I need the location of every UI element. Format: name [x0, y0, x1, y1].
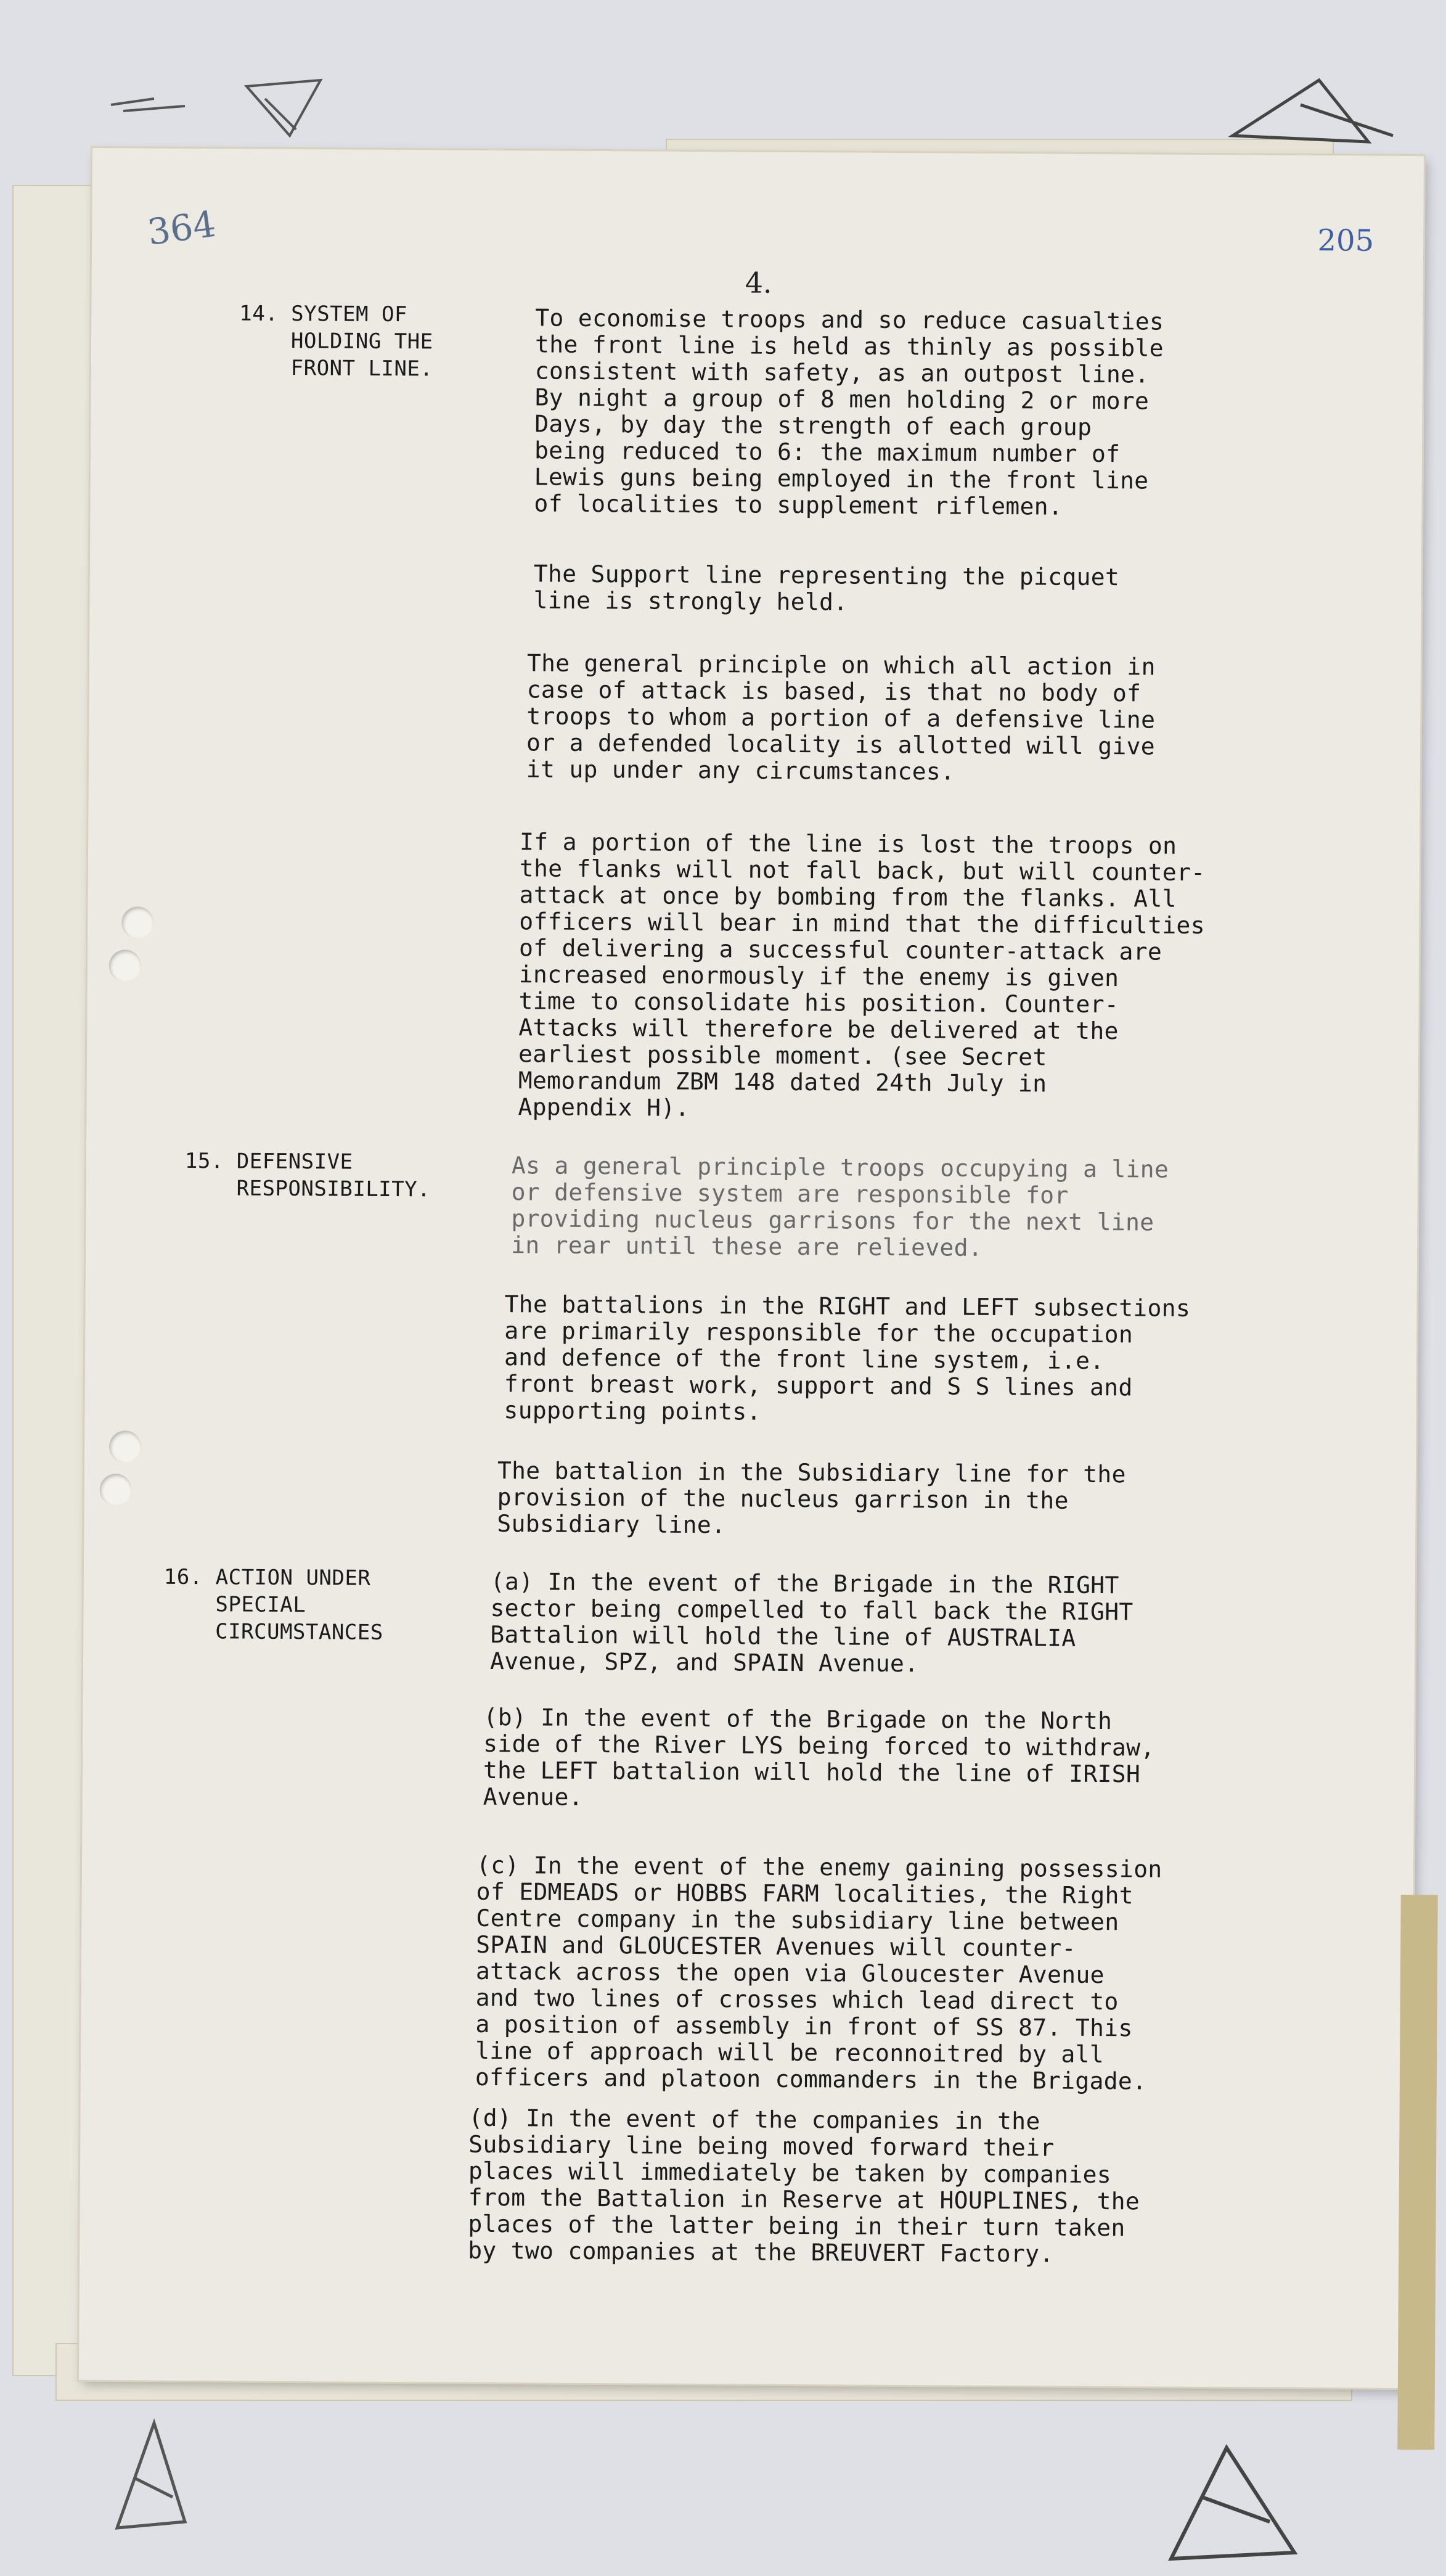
section-15-paragraph-2: The battalions in the RIGHT and LEFT subsections are primarily responsible for the occupation and defence of the front line system, i.e. front breast work, support and S S lines and supporting points.	[504, 1290, 1191, 1425]
pencil-sketch-top-left	[86, 62, 382, 142]
section-15-paragraph-1: As a general principle troops occupying a line or defensive system are responsible for providing nucleus garrisons for the next line in rear until these are relieved.	[511, 1152, 1169, 1261]
punch-hole	[121, 906, 153, 938]
punch-hole	[109, 1430, 141, 1462]
archive-number: 364	[145, 202, 218, 253]
section-15-heading: 15. DEFENSIVE RESPONSIBILITY.	[184, 1148, 431, 1202]
section-16-paragraph-a: (a) In the event of the Brigade in the RIGHT sector being compelled to fall back the RIGHT Battalion will hold the line of AUSTRALIA Avenue, SPZ, and SPAIN Avenue.	[489, 1567, 1134, 1678]
pencil-sketch-top-right	[1208, 68, 1418, 154]
section-16-paragraph-c: (c) In the event of the enemy gaining possession of EDMEADS or HOBBS FARM localities, the Right Centre company in the subsidiary line between SPAIN and GLOUCESTER Avenues will counter- attack across the open via Gloucester Avenue and two lines of crosses which lead direct to a position of assembly in front of SS 87. This line of approach will be reconnoitred by all officers and platoon commanders in the Brigade.	[475, 1851, 1162, 2095]
section-14-paragraph-3: The general principle on which all action in case of attack is based, is that no body of troops to whom a portion of a defensive line or a defended locality is allotted will give it up under any circumstances.	[526, 649, 1156, 786]
section-16-heading: 16. ACTION UNDER SPECIAL CIRCUMSTANCES	[163, 1564, 383, 1645]
document-page	[79, 148, 1424, 2388]
section-14-paragraph-2: The Support line representing the picquet line is strongly held.	[533, 560, 1120, 616]
punch-hole	[109, 950, 141, 982]
section-15-paragraph-3: The battalion in the Subsidiary line for the provision of the nucleus garrison in the Subsidiary line.	[497, 1457, 1126, 1539]
pencil-sketch-bottom-right	[1134, 2423, 1319, 2571]
pencil-sketch-bottom-left	[92, 2405, 228, 2540]
folio-number: 205	[1317, 223, 1375, 258]
punch-hole	[100, 1474, 132, 1506]
section-14-paragraph-1: To economise troops and so reduce casualties the front line is held as thinly as possible consistent with safety, as an outpost line. By night a group of 8 men holding 2 or more Days, by day the strength of each group being reduced to 6: the maximum number of Lewis guns being employed in the front line of localities to supplement riflemen.	[534, 304, 1164, 520]
section-14-paragraph-4: If a portion of the line is lost the troops on the flanks will not fall back, but will counter- attack at once by bombing from the flanks. All officers will bear in mind that the difficulties of delivering a successful counter-attack are increased enormously if the enemy is given time to consolidate his position. Counter- Attacks will therefore be delivered at the earliest possible moment. (see Secret Memorandum ZBM 148 dated 24th July in Appendix H).	[518, 828, 1206, 1122]
section-14-heading: 14. SYSTEM OF HOLDING THE FRONT LINE.	[239, 301, 433, 382]
page-edge	[1397, 1895, 1437, 2450]
page-number: 4.	[745, 266, 772, 300]
section-16-paragraph-b: (b) In the event of the Brigade on the North side of the River LYS being forced to withdraw, the LEFT battalion will hold the line of IRISH Avenue.	[483, 1703, 1155, 1811]
section-16-paragraph-d: (d) In the event of the companies in the Subsidiary line being moved forward their places will immediately be taken by companies from the Battalion in Reserve at HOUPLINES, the places of the latter being in their turn taken by two companies at the BREUVERT Factory.	[468, 2104, 1140, 2268]
